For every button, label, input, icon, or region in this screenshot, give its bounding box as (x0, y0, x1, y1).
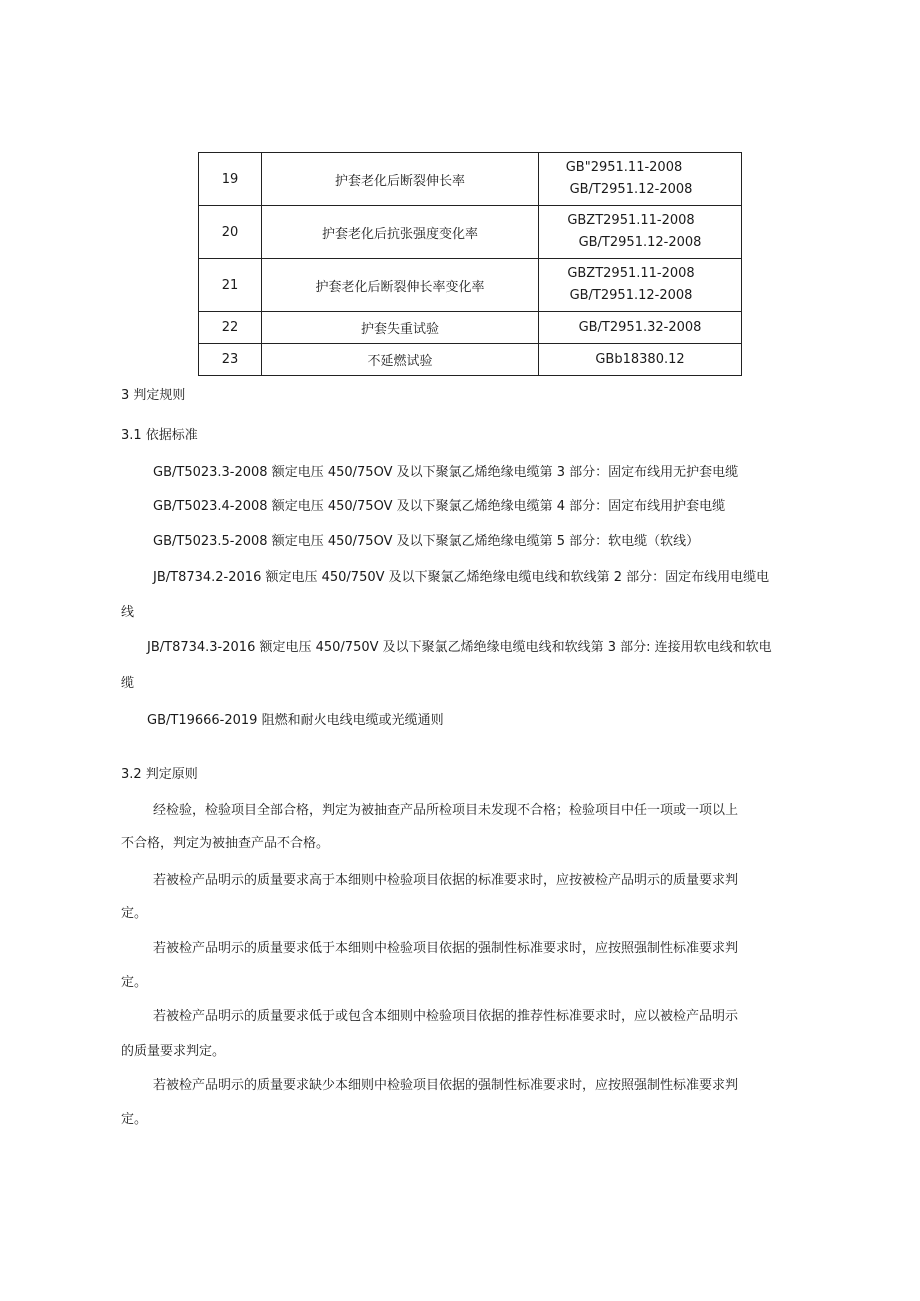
table-row (199, 206, 742, 259)
item-name: 护套老化后断裂伸长率 (262, 153, 539, 206)
item-number: 20 (199, 206, 262, 259)
principle-text: 定。 (121, 906, 148, 921)
item-name: 护套老化后抗张强度变化率 (262, 206, 539, 259)
item-number: 19 (199, 153, 262, 206)
standard-line: GBb18380.12 (595, 351, 685, 367)
standard-line: GB/T2951.32-2008 (578, 319, 702, 335)
table-row (199, 153, 742, 206)
standard-line: GBZT2951.11-2008 (567, 266, 695, 281)
standard-item: JB/T8734.2-2016 额定电压 450/750V 及以下聚氯乙烯绝缘电缆电线和软线第 2 部分：固定布线用电缆电 (153, 570, 770, 585)
standard-line: GBZT2951.11-2008 (567, 213, 695, 228)
section-heading: 3 判定规则 (121, 388, 186, 403)
item-standard (539, 153, 742, 206)
principle-text: 定。 (121, 975, 148, 990)
standard-line: GB/T2951.12-2008 (569, 182, 693, 197)
subsection-heading: 3.1 依据标准 (121, 428, 198, 443)
table-row (199, 259, 742, 312)
item-name: 护套失重试验 (262, 312, 539, 344)
subsection-heading: 3.2 判定原则 (121, 767, 198, 782)
item-standard (539, 312, 742, 344)
standard-item: GB/T5023.4-2008 额定电压 450/75OV 及以下聚氯乙烯绝缘电缆第 4 部分：固定布线用护套电缆 (153, 499, 726, 514)
principle-text: 若被检产品明示的质量要求低于或包含本细则中检验项目依据的推荐性标准要求时，应以被检产品明示 (153, 1009, 739, 1024)
item-number: 21 (199, 259, 262, 312)
standard-item: GB/T5023.3-2008 额定电压 450/75OV 及以下聚氯乙烯绝缘电缆第 3 部分：固定布线用无护套电缆 (153, 465, 739, 480)
principle-text: 经检验，检验项目全部合格，判定为被抽查产品所检项目未发现不合格；检验项目中任一项或一项以上 (153, 803, 739, 818)
standard-item: GB/T5023.5-2008 额定电压 450/75OV 及以下聚氯乙烯绝缘电缆第 5 部分：软电缆（软线） (153, 534, 700, 549)
principle-text: 的质量要求判定。 (121, 1044, 226, 1059)
item-standard (539, 206, 742, 259)
principle-text: 若被检产品明示的质量要求高于本细则中检验项目依据的标准要求时，应按被检产品明示的质量要求判 (153, 873, 739, 888)
standard-line: GB/T2951.12-2008 (569, 288, 693, 303)
inspection-items-table (198, 152, 742, 376)
standard-item-continued: 线 (121, 605, 135, 620)
standard-item-continued: 缆 (121, 676, 135, 691)
item-number: 22 (199, 312, 262, 344)
item-name: 护套老化后断裂伸长率变化率 (262, 259, 539, 312)
standard-item: JB/T8734.3-2016 额定电压 450/750V 及以下聚氯乙烯绝缘电缆电线和软线第 3 部分: 连接用软电线和软电 (147, 640, 772, 655)
table-row (199, 344, 742, 376)
principle-text: 若被检产品明示的质量要求低于本细则中检验项目依据的强制性标准要求时，应按照强制性标准要求判 (153, 941, 739, 956)
table-row (199, 312, 742, 344)
principle-text: 定。 (121, 1112, 148, 1127)
principle-text: 不合格，判定为被抽查产品不合格。 (121, 836, 330, 851)
standard-line: GB"2951.11-2008 (565, 160, 683, 175)
standard-line: GB/T2951.12-2008 (578, 235, 702, 250)
item-number: 23 (199, 344, 262, 376)
item-name: 不延燃试验 (262, 344, 539, 376)
item-standard (539, 259, 742, 312)
standard-item: GB/T19666-2019 阻燃和耐火电线电缆或光缆通则 (147, 713, 444, 728)
principle-text: 若被检产品明示的质量要求缺少本细则中检验项目依据的强制性标准要求时，应按照强制性标准要求判 (153, 1078, 739, 1093)
item-standard (539, 344, 742, 376)
